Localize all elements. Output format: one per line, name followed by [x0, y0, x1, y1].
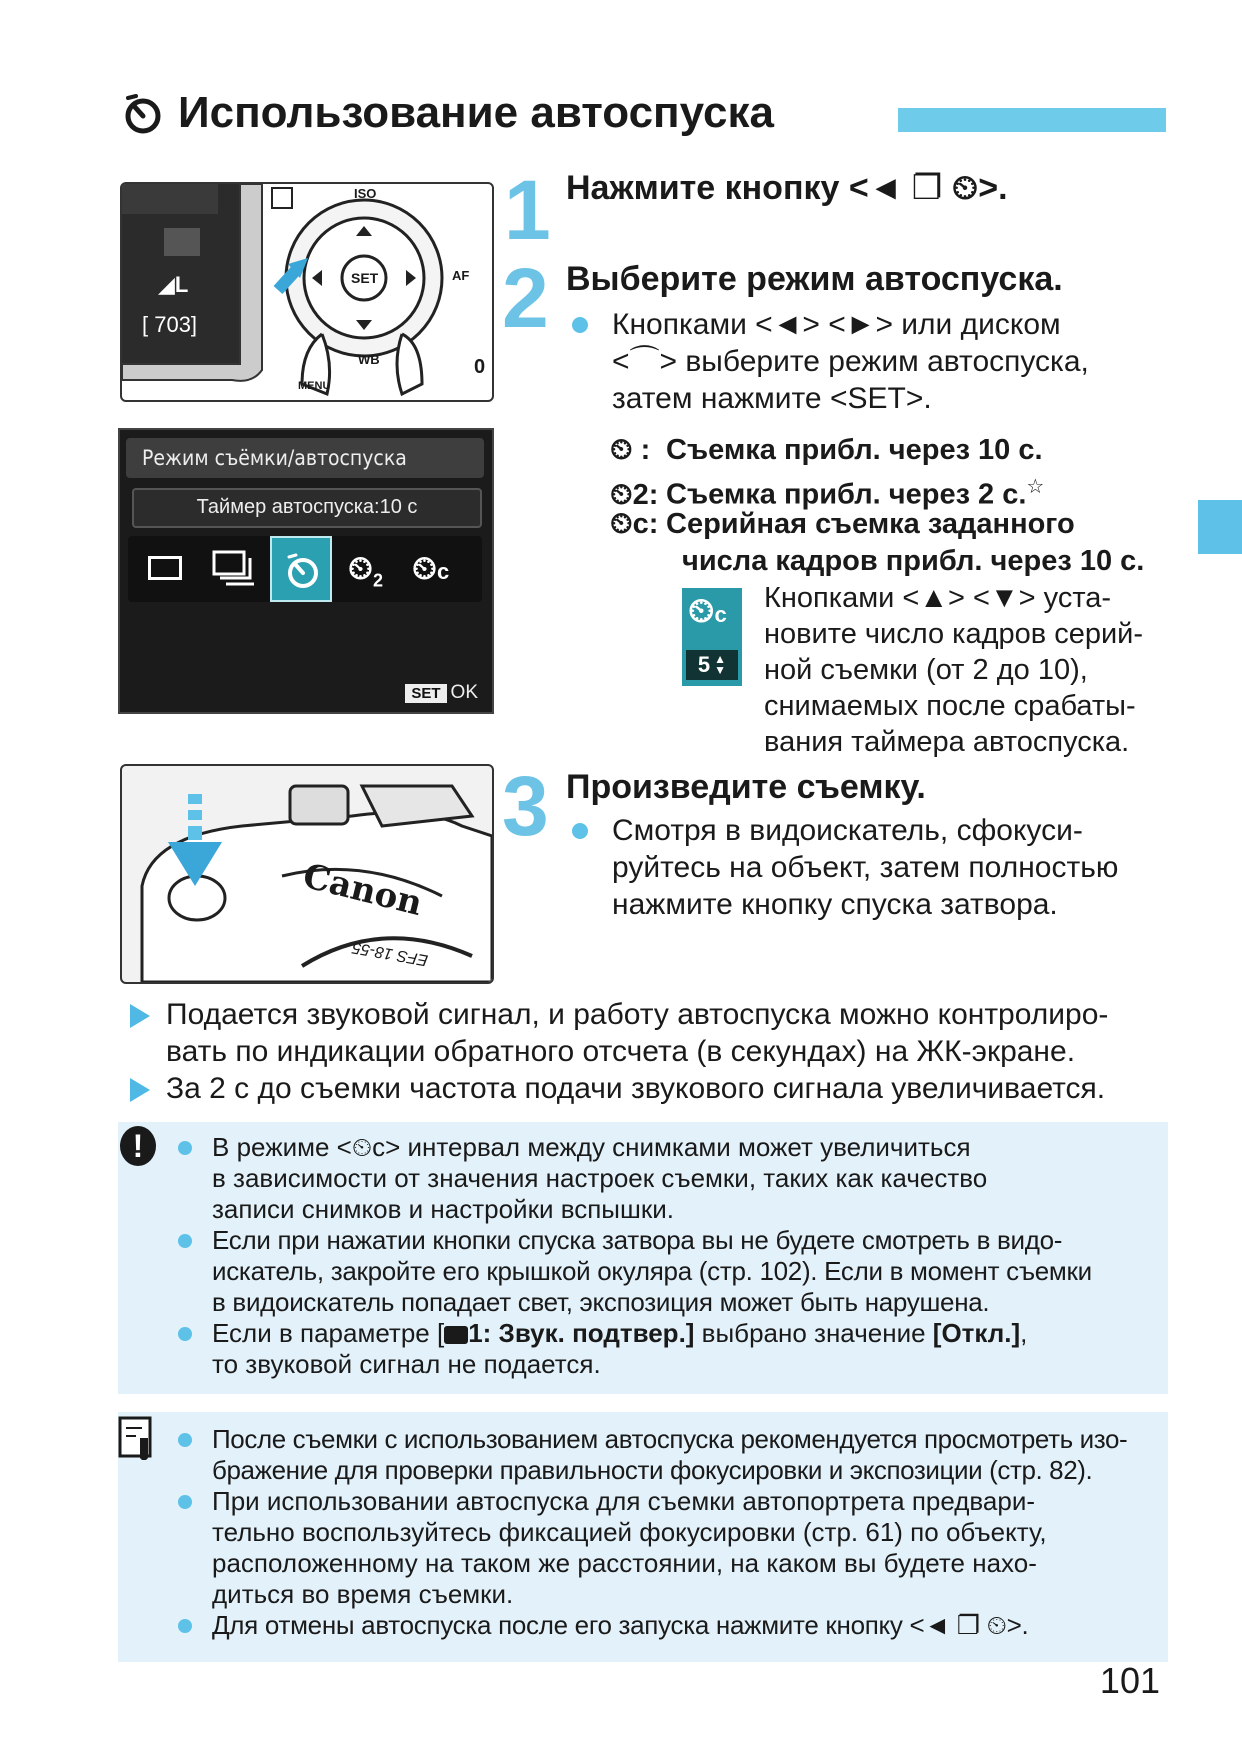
cam-iso-label: ISO	[354, 186, 377, 201]
memo-1-line-2: бражение для проверки правильности фокусировки и экспозиции (стр. 82).	[212, 1455, 1093, 1485]
result-2-line-1: За 2 с до съемки частота подачи звукового сигнала увеличивается.	[166, 1072, 1106, 1105]
self-timer-icon	[122, 92, 164, 134]
caution-1-line-3: записи снимков и настройки вспышки.	[212, 1194, 674, 1224]
shutter-press-illustration	[120, 764, 494, 984]
step-1-number: 1	[504, 163, 551, 257]
result-item-2	[166, 1070, 1176, 1107]
count-value-box	[686, 650, 738, 680]
step-2-line-3: затем нажмите <SET>.	[612, 382, 932, 415]
cam-set-label: SET	[351, 270, 379, 286]
camera-back-illustration	[120, 182, 494, 402]
step-2-line-2: <⌒> выберите режим автоспуска,	[612, 345, 1089, 378]
cam-wb-label: WB	[358, 352, 380, 367]
result-item-1	[166, 996, 1176, 1070]
step-2-number: 2	[502, 251, 549, 345]
caution-3-line-2: то звуковой сигнал не подается.	[212, 1349, 601, 1379]
title-accent-bar	[898, 108, 1166, 132]
step-3-number: 3	[502, 759, 549, 853]
caution-2-line-3: в видоискатель попадает свет, экспозиция может быть нарушена.	[212, 1287, 990, 1317]
lcd-ok-label: OK	[450, 682, 478, 703]
caution-box	[118, 1122, 1168, 1394]
chapter-tab	[1198, 500, 1242, 554]
memo-2-line-4: диться во время съемки.	[212, 1579, 514, 1609]
lcd-mode-single-icon[interactable]	[148, 556, 182, 580]
camera-tab-icon	[444, 1326, 468, 1344]
lcd-drive-mode-screen	[118, 428, 494, 714]
step-2-title: Выберите режим автоспуска.	[566, 260, 1063, 298]
lcd-subtitle-box	[132, 488, 482, 528]
lcd-set-ok	[405, 682, 478, 704]
caution-3-part-d: [Откл.]	[932, 1318, 1021, 1348]
caution-bullet-3	[212, 1318, 1162, 1380]
memo-bullet-1	[212, 1424, 1162, 1486]
bullet-icon	[178, 1433, 192, 1447]
cam-shots-label: [ 703]	[142, 312, 198, 337]
memo-2-line-3: расположенному на таком же расстоянии, на каком вы будете нахо-	[212, 1548, 1037, 1578]
page-title-text: Использование автоспуска	[178, 88, 774, 137]
mode-2s-symbol: ⏲2:	[610, 478, 659, 511]
mode-2s-text: Съемка прибл. через 2 с.	[666, 478, 1027, 511]
bullet-icon	[178, 1141, 192, 1155]
memo-3-line-1: Для отмены автоспуска после его запуска нажмите кнопку <◄ ❐ ⏲>.	[212, 1610, 1029, 1640]
mode-10s-symbol: ⏲ :	[610, 434, 651, 466]
caution-2-line-1: Если при нажатии кнопки спуска затвора вы не будете смотреть в видо-	[212, 1225, 1063, 1255]
count-instructions	[764, 580, 1174, 760]
lcd-mode-row	[128, 536, 482, 602]
caution-3-part-c: выбрано значение	[694, 1318, 933, 1348]
mode-10s-text: Съемка прибл. через 10 с.	[666, 434, 1043, 466]
caution-1-line-2: в зависимости от значения настроек съемки, таких как качество	[212, 1163, 988, 1193]
bullet-icon	[178, 1495, 192, 1509]
count-line-2: новите число кадров серий-	[764, 618, 1144, 650]
memo-2-line-1: При использовании автоспуска для съемки автопортрета предвари-	[212, 1486, 1036, 1516]
lcd-mode-cont-timer-icon[interactable]: ⏲c	[412, 550, 450, 586]
self-timer-icon	[284, 552, 322, 590]
caution-3-part-e: ,	[1020, 1318, 1028, 1348]
bullet-icon	[178, 1327, 192, 1341]
mode-continuous-text-2: числа кадров прибл. через 10 с.	[682, 545, 1145, 577]
memo-bullet-3	[212, 1610, 1162, 1641]
caution-bullet-2	[212, 1225, 1162, 1318]
count-line-1: Кнопками <▲> <▼> уста-	[764, 582, 1112, 614]
step-1-title: Нажмите кнопку <◄ ❐ ⏲>.	[566, 169, 1008, 207]
mode-continuous-symbol: ⏲c:	[610, 508, 659, 540]
cam-menu-label: MENU	[298, 380, 331, 392]
caution-icon: !	[120, 1126, 156, 1166]
caution-3-line-1	[212, 1318, 1162, 1349]
triangle-bullet-icon	[130, 1004, 150, 1028]
page-number: 101	[1099, 1660, 1160, 1701]
lcd-subtitle: Таймер автоспуска:10 с	[196, 496, 418, 518]
star-icon: ☆	[1026, 476, 1045, 498]
mode-continuous-row	[610, 506, 1075, 543]
lcd-set-badge: SET	[405, 684, 446, 703]
bullet-icon	[572, 823, 588, 839]
camera-brand-logo: Canon	[298, 855, 427, 925]
result-1-line-2: вать по индикации обратного отсчета (в секундах) на ЖК-экране.	[166, 1035, 1076, 1068]
step-3-line-1: Смотря в видоискатель, сфокуси-	[612, 814, 1083, 847]
cam-af-label: AF	[452, 268, 470, 283]
mode-continuous-text-1: Серийная съемка заданного	[666, 508, 1075, 540]
step-2-line-1: Кнопками <◄> <►> или диском	[612, 308, 1061, 341]
count-line-3: ной съемки (от 2 до 10),	[764, 654, 1088, 686]
step-3-line-2: руйтесь на объект, затем полностью	[612, 851, 1119, 884]
triangle-bullet-icon	[130, 1078, 150, 1102]
caution-2-line-2: искатель, закройте его крышкой окуляра (стр. 102). Если в момент съемки	[212, 1256, 1092, 1286]
lens-label: EFS 18-55	[351, 938, 430, 969]
bullet-icon	[178, 1234, 192, 1248]
memo-pencil-icon	[118, 1416, 154, 1460]
lcd-mode-2s-icon[interactable]: $⏲_2$	[348, 550, 383, 591]
result-1-line-1: Подается звуковой сигнал, и работу автоспуска можно контролиро-	[166, 998, 1109, 1031]
caution-1-line-1: В режиме <⏲c> интервал между снимками может увеличиться	[212, 1132, 971, 1162]
cam-quality-label: ◢L	[158, 272, 189, 297]
up-down-arrows-icon: ▲ ▼	[714, 652, 727, 677]
cam-zero-label: 0	[474, 356, 486, 378]
lcd-mode-10s-selected[interactable]	[270, 536, 332, 602]
mode-10s-row	[610, 432, 1043, 469]
step-2-instructions	[612, 306, 1172, 417]
count-line-4: снимаемых после срабаты-	[764, 690, 1136, 722]
caution-3-part-b: 1: Звук. подтвер.]	[468, 1318, 695, 1348]
page-title	[122, 88, 774, 138]
step-3-instructions	[612, 812, 1172, 923]
count-line-5: вания таймера автоспуска.	[764, 726, 1130, 758]
lcd-header-bar	[126, 438, 484, 478]
caution-bullet-1	[212, 1132, 1152, 1225]
memo-2-line-2: тельно воспользуйтесь фиксацией фокусировки (стр. 61) по объекту,	[212, 1517, 1047, 1547]
bullet-icon	[178, 1619, 192, 1633]
continuous-count-badge	[682, 588, 742, 686]
count-value: 5	[697, 652, 711, 677]
cont-timer-icon: ⏲c	[688, 592, 727, 630]
bullet-icon	[572, 317, 588, 333]
memo-1-line-1: После съемки с использованием автоспуска рекомендуется просмотреть изо-	[212, 1424, 1128, 1454]
step-3-title: Произведите съемку.	[566, 768, 926, 806]
memo-box	[118, 1412, 1168, 1662]
lcd-mode-continuous-icon[interactable]	[212, 550, 256, 588]
step-3-line-3: нажмите кнопку спуска затвора.	[612, 888, 1058, 921]
memo-bullet-2	[212, 1486, 1162, 1610]
caution-3-part-a: Если в параметре [	[212, 1318, 445, 1348]
mode-continuous-row-2	[682, 543, 1144, 580]
lcd-header: Режим съёмки/автоспуска	[142, 446, 407, 470]
